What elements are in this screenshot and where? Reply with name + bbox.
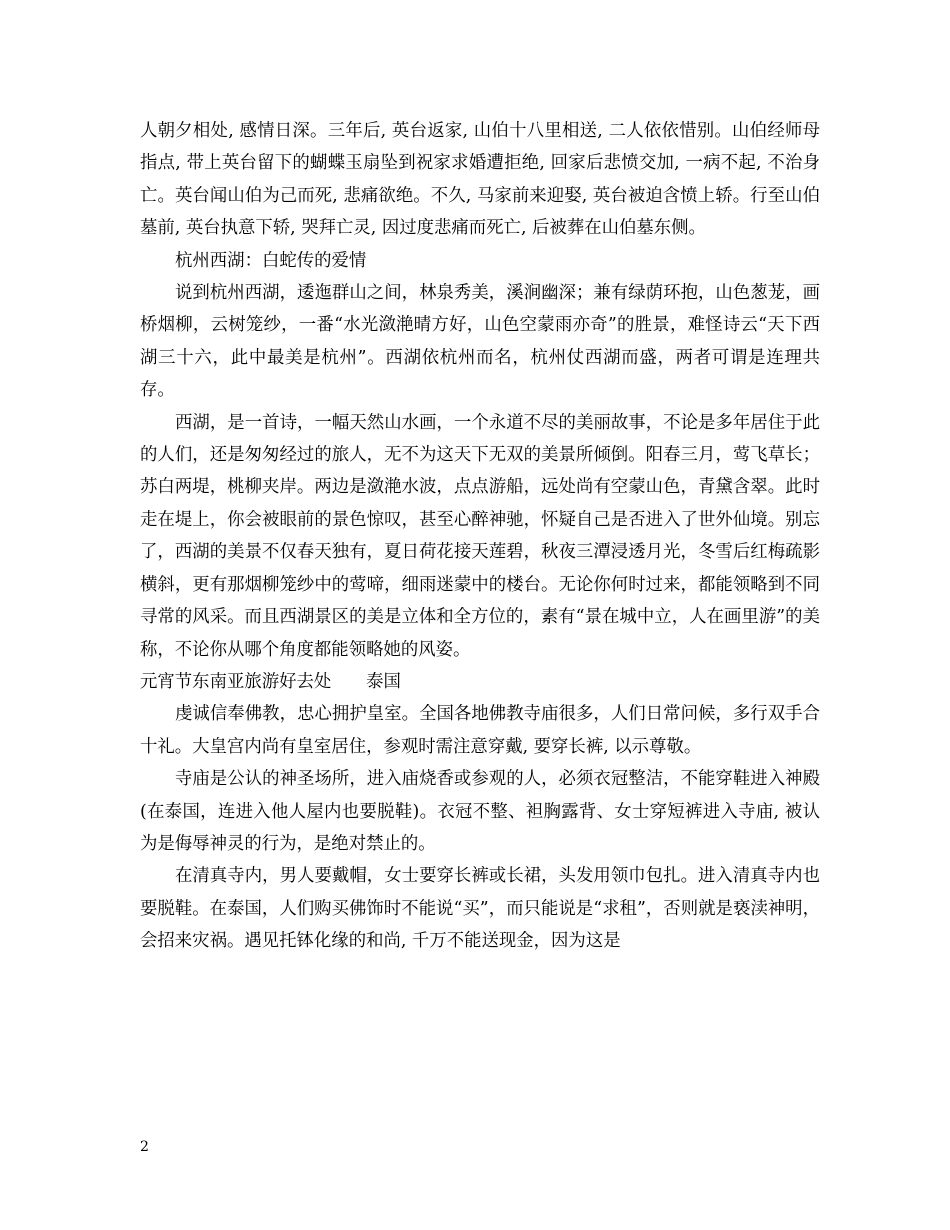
page-number: 2 (140, 1139, 149, 1155)
paragraph-thailand-mosque: 在清真寺内，男人要戴帽，女士要穿长裤或长裙，头发用领巾包扎。进入清真寺内也要脱鞋。在泰国，人们购买佛饰时不能说“买”，而只能说是“求租”，否则就是亵渎神明，会招来灾祸。遇见托钵化缘的和尚, 千万不能送现金，因为这是 (140, 866, 820, 952)
paragraph-thailand-temples: 寺庙是公认的神圣场所，进入庙烧香或参观的人，必须衣冠整洁，不能穿鞋进入神殿(在泰国，连进入他人屋内也要脱鞋)。衣冠不整、袒胸露背、女士穿短裤进入寺庙, 被认为是侮辱神灵的行为，是绝对禁止的。 (140, 769, 820, 854)
paragraph-liang-zhu-story: 人朝夕相处, 感情日深。三年后, 英台返家, 山伯十八里相送, 二人依依惜别。山伯经师母指点, 带上英台留下的蝴蝶玉扇坠到祝家求婚遭拒绝, 回家后悲愤交加, 一病不起, 不治身亡。英台闻山伯为己而死, 悲痛欲绝。不久, 马家前来迎娶, 英台被迫含愤上轿。行至山伯墓前, 英台执意下轿, 哭拜亡灵, 因过度悲痛而死亡, 后被葬在山伯墓东侧。 (140, 121, 820, 239)
section-heading-thailand: 元宵节东南亚旅游好去处 泰国 (140, 671, 401, 692)
document-body (140, 115, 820, 958)
section-heading-west-lake: 杭州西湖：白蛇传的爱情 (175, 250, 367, 271)
paragraph-thailand-buddhism: 虔诚信奉佛教，忠心拥护皇室。全国各地佛教寺庙很多，人们日常问候，多行双手合十礼。大皇宫内尚有皇室居住，参观时需注意穿戴, 要穿长裤, 以示尊敬。 (140, 704, 820, 757)
paragraph-west-lake-scenery: 西湖，是一首诗，一幅天然山水画，一个永道不尽的美丽故事，不论是多年居住于此的人们，还是匆匆经过的旅人，无不为这天下无双的美景所倾倒。阳春三月，莺飞草长；苏白两堤，桃柳夹岸。两边是潋滟水波，点点游船，远处尚有空蒙山色，青黛含翠。此时走在堤上，你会被眼前的景色惊叹，甚至心醉神驰，怀疑自己是否进入了世外仙境。别忘了，西湖的美景不仅春天独有，夏日荷花接天莲碧，秋夜三潭浸透月光，冬雪后红梅疏影横斜，更有那烟柳笼纱中的莺啼，细雨迷蒙中的楼台。无论你何时过来，都能领略到不同寻常的风采。而且西湖景区的美是立体和全方位的，素有“景在城中立，人在画里游”的美称，不论你从哪个角度都能领略她的风姿。 (140, 412, 820, 660)
paragraph-west-lake-intro: 说到杭州西湖，逶迤群山之间，林泉秀美，溪涧幽深；兼有绿荫环抱，山色葱茏，画桥烟柳，云树笼纱，一番“水光潋滟晴方好，山色空蒙雨亦奇”的胜景，难怪诗云“天下西湖三十六，此中最美是杭州”。西湖依杭州而名，杭州仗西湖而盛，两者可谓是连理共存。 (140, 283, 820, 401)
